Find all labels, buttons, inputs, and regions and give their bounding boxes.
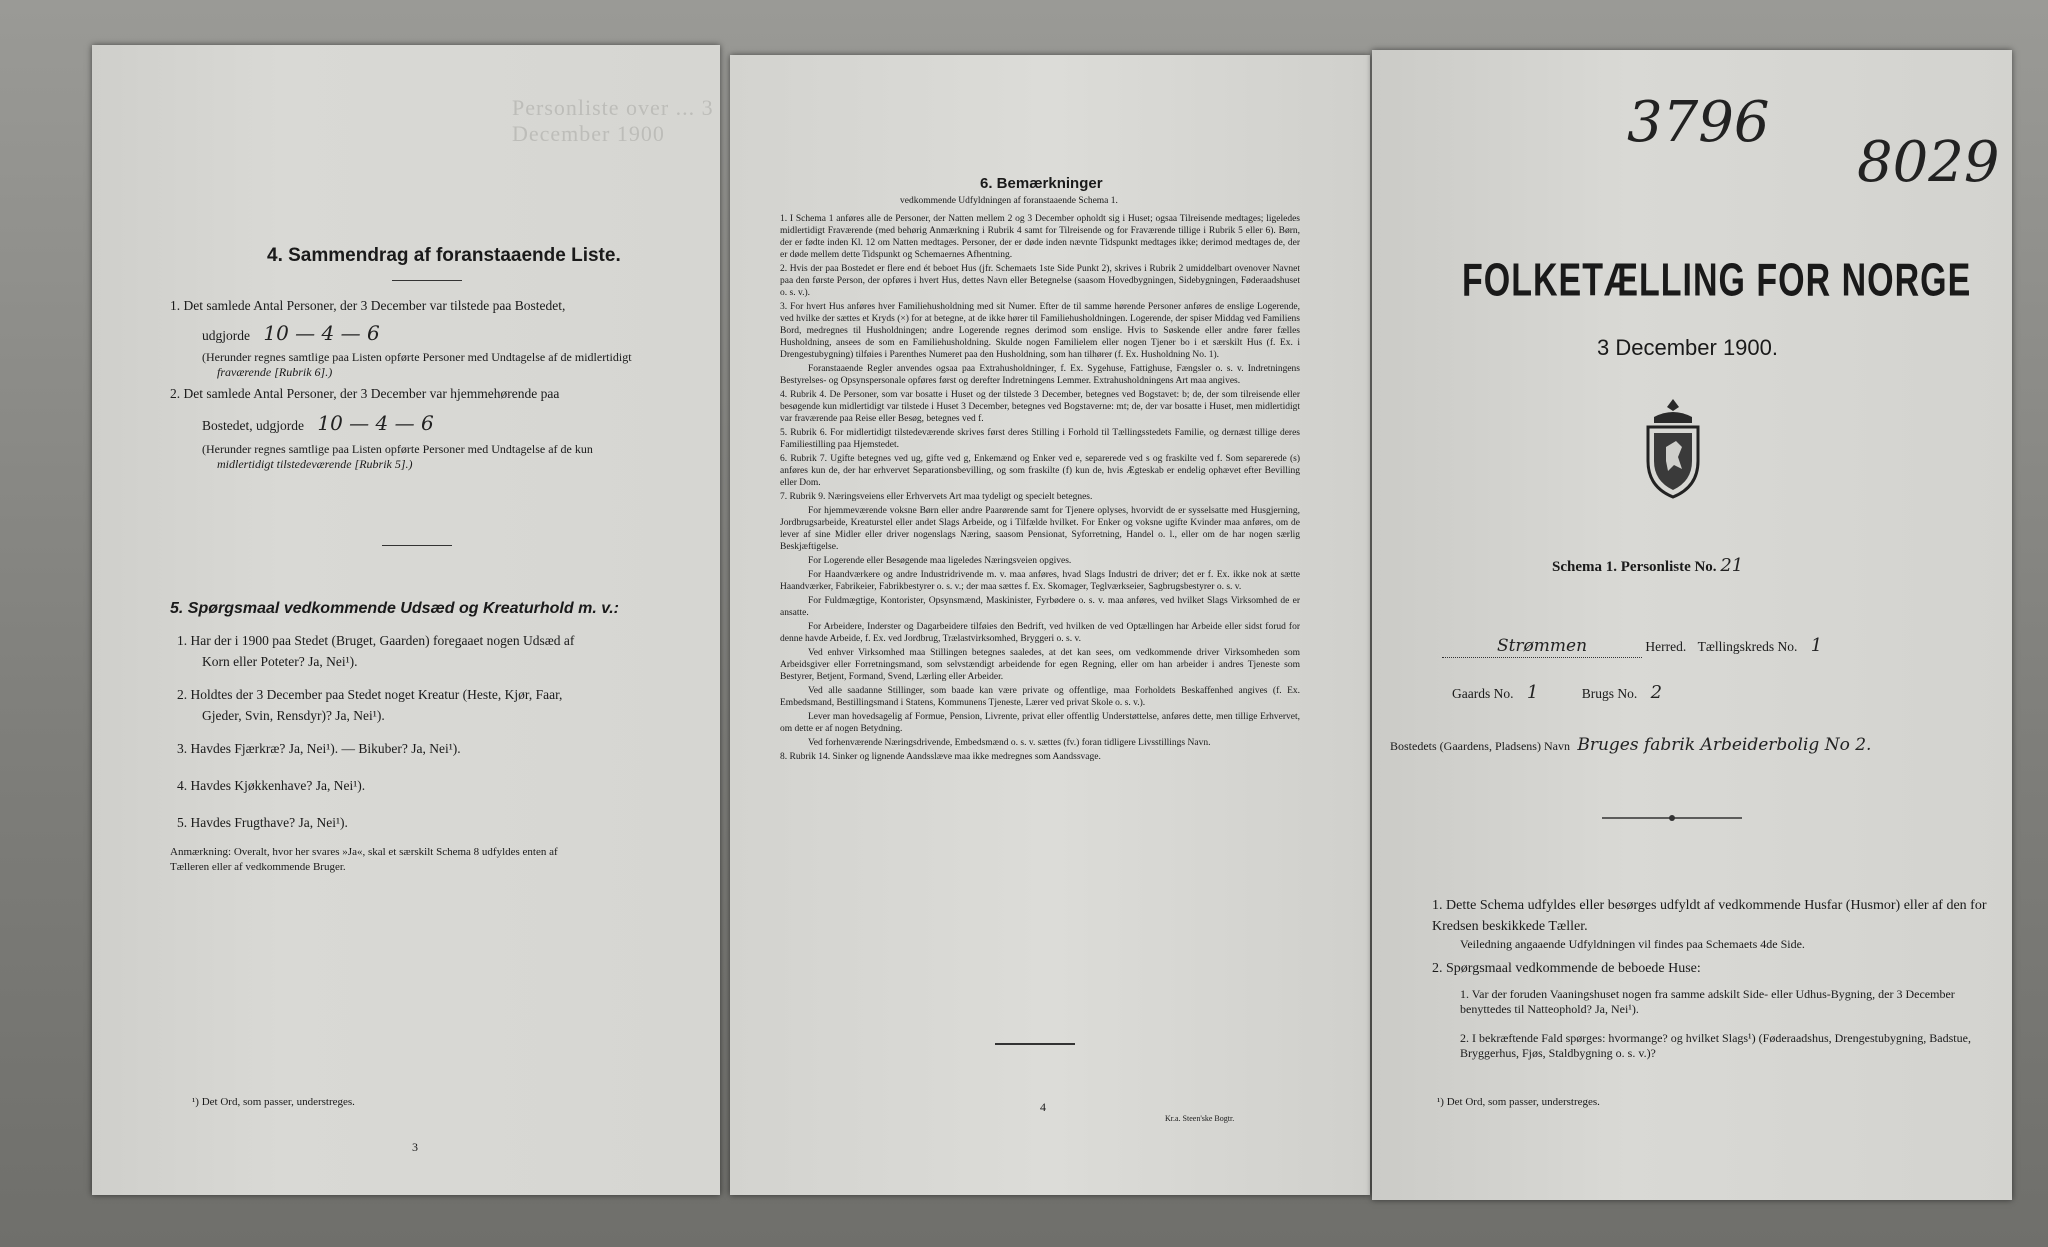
q2-answer-line (202, 413, 702, 436)
q1-line: 1. Det samlede Antal Personer, der 3 December var tilstede paa Bostedet, (170, 298, 566, 313)
page-number: 4 (1040, 1100, 1046, 1114)
remark-paragraph: 7. Rubrik 9. Næringsveiens eller Erhvervets Art maa tydeligt og specielt betegnes. (780, 492, 1093, 502)
remark-paragraph: Ved alle saadanne Stillinger, som baade kan være private og offentlige, maa Forholdets Beskaffenhed angives (f. Ex. Embedsmand, Bestillingsmand i Statens, Kommunens Tjeneste, Lærer ved privat Skole o. s. v.). (780, 686, 1300, 708)
remark-paragraph: Ved forhenværende Næringsdrivende, Embedsmænd o. s. v. sættes (fv.) foran tidligere Livsstillings Navn. (808, 738, 1211, 748)
remarks-body (780, 213, 1300, 763)
remark-paragraph: 2. Hvis der paa Bostedet er flere end ét beboet Hus (jfr. Schemaets 1ste Side Punkt 2), skrives i Rubrik 2 umiddelbart ovenover Navnet paa den første Person, der opføres i hvert Hus, dettes Navn eller Betegnelse (saasom Hovedbygningen, Sidebygningen, Føderaadshuset o. s. v.). (780, 264, 1300, 298)
instruction-2: 2. Spørgsmaal vedkommende de beboede Huse: (1432, 961, 1701, 976)
s5-item: 4. Havdes Kjøkkenhave? Ja, Nei¹). (177, 778, 366, 793)
ghost-header: Personliste over ... 3 December 1900 (512, 95, 714, 146)
remark-paragraph: For Arbeidere, Inderster og Dagarbeidere tilføies den Bedrift, ved hvilken de ved Optællingen har Arbeide eller sidst forud for denne havde Arbeide, f. Ex. ved Jordbrug, Trælastvirksomhed, Bryggeri o. s. v. (780, 622, 1300, 644)
instruction-2-sub1: 1. Var der foruden Vaaningshuset nogen fra samme adskilt Side- eller Udhus-Bygning, der 3 December benyttedes til Natteophold? Ja, Nei¹). (1460, 987, 1955, 1016)
s5-item: 2. Holdtes der 3 December paa Stedet noget Kreatur (Heste, Kjør, Faar, Gjeder, Svin, Rensdyr)? Ja, Nei¹). (177, 687, 563, 723)
printer-imprint: Kr.a. Steen'ske Bogtr. (1165, 1114, 1235, 1123)
brugs-label: Brugs No. (1581, 686, 1638, 701)
q1-note2: fraværende [Rubrik 6].) (217, 365, 333, 379)
handwritten-archive-number: 3796 (1627, 90, 1770, 155)
middle-page (730, 55, 1370, 1195)
anmerkning-line1: Anmærkning: Overalt, hvor her svares »Ja«, skal et særskilt Schema 8 udfyldes enten af (170, 846, 558, 858)
divider (392, 280, 462, 281)
gaards-number: 1 (1526, 682, 1539, 703)
schema-line (1552, 555, 1743, 578)
instruction-2-sub2: 2. I bekræftende Fald spørges: hvormange? og hvilket Slags¹) (Føderaadshus, Drengestubygning, Badstue, Bryggerhus, Fjøs, Staldbygning o. s. v.)? (1460, 1031, 1971, 1060)
handwritten-archive-number: 8029 (1857, 130, 2000, 195)
remark-paragraph: Lever man hovedsagelig af Formue, Pension, Livrente, privat eller offentlig Understøttelse, anføres dette, men tillige Erhvervet, om dette er af nogen Betydning. (780, 712, 1300, 734)
footnote: ¹) Det Ord, som passer, understreges. (1437, 1096, 1600, 1108)
instructions (1432, 895, 1992, 1061)
page-number: 3 (412, 1140, 418, 1154)
herred-line (1442, 635, 2002, 658)
bosted-label: Bostedets (Gaardens, Pladsens) Navn (1390, 739, 1570, 753)
section5-list (177, 630, 707, 833)
krets-number: 1 (1810, 635, 1823, 656)
section4-title: 4. Sammendrag af foranstaaende Liste. (267, 245, 621, 266)
ornament-divider (1602, 812, 1742, 824)
q2-note1: (Herunder regnes samtlige paa Listen opførte Personer med Undtagelse af de kun (202, 442, 593, 456)
q2-line: 2. Det samlede Antal Personer, der 3 December var hjemmehørende paa (170, 386, 560, 401)
remark-paragraph: Ved enhver Virksomhed maa Stillingen betegnes saaledes, at det kan sees, om vedkommende driver Virksomheden som Arbeidsgiver eller Forretningsmand, som selvstændigt arbeidende for egen Regning, eller om han arbeider i andres Tjeneste som Bestyrer, Betjent, Formand, Svend, Lærling eller Arbeider. (780, 648, 1300, 682)
s5-item: 1. Har der i 1900 paa Stedet (Bruget, Gaarden) foregaaet nogen Udsæd af Korn eller Poteter? Ja, Nei¹). (177, 633, 575, 669)
brugs-number: 2 (1650, 682, 1663, 703)
q1-answer-line (202, 323, 702, 346)
schema-label: Schema 1. Personliste No. (1552, 559, 1717, 575)
section5-title: 5. Spørgsmaal vedkommende Udsæd og Kreaturhold m. v.: (170, 600, 619, 617)
main-title: FOLKETÆLLING FOR NORGE (1462, 255, 1972, 307)
q1-prefix: udgjorde (202, 328, 250, 343)
divider (382, 545, 452, 546)
right-page (1372, 50, 2012, 1200)
remark-paragraph: 5. Rubrik 6. For midlertidigt tilstedeværende skrives først deres Stilling i Forhold til Tællingsstedets Familie, og dernæst tillige deres Familiestilling paa Hjemstedet. (780, 428, 1300, 450)
remark-paragraph: 1. I Schema 1 anføres alle de Personer, der Natten mellem 2 og 3 December opholdt sig i Huset; ogsaa Tilreisende medtages; ligeledes midlertidigt Fraværende (med behørig Anmærkning i Rubrik 4 samt for Tilreisende og for Fraværende tillige i Rubrik 5 eller 6). Børn, der er fødte inden Kl. 12 om Natten medtages. Personer, der er døde inden nævnte Tidspunkt medtages ikke; derimod medtages de, der er døde mellem dette Tidspunkt og Schemaernes Afhentning. (780, 214, 1300, 260)
remark-paragraph: 4. Rubrik 4. De Personer, som var bosatte i Huset og der tilstede 3 December, betegnes ved Bogstavet: b; de, der som tilreisende eller besøgende kun midlertidigt var tilstede i Huset 3 December, betegnes ved Bogstaverne: mt; de, der var bosatte i Huset, men midlertidigt var fraværende paa Reise eller Besøg, betegnes ved f. (780, 390, 1300, 424)
q1-note1: (Herunder regnes samtlige paa Listen opførte Personer med Undtagelse af de midlertidigt (202, 350, 632, 364)
left-page (92, 45, 720, 1195)
remark-paragraph: 3. For hvert Hus anføres hver Familiehusholdning med sit Numer. Efter de til samme hørende Personer anføres de enslige Logerende, ved hvilke der sættes et Kryds (×) for at betegne, at de ikke hører til Familiehusholdningen. Logerende, der spiser Middag ved Familiens Bord, medregnes til Husholdningen; andre Logerende regnes derimod som enslige. Hvis to Søskende eller andre fører fælles Husholdning, ansees de som en Familiehusholdning. Skulde nogen Familielem eller nogen Tjener bo i et særskilt Hus (f. Ex. i Drengestubygning) tilføies i Parenthes Numeret paa den Husholdning, som han tilhører (f. Ex. Husholdning No. 1). (780, 302, 1300, 360)
remark-paragraph: For Haandværkere og andre Industridrivende m. v. maa anføres, hvad Slags Industri de driver; det er f. Ex. ikke nok at sætte Haandværker, Fabrikeier, Fabrikbestyrer o. s. v.; der maa sættes f. Ex. Skomager, Teglværkseier, Sagbrugsbestyrer o. s. v. (780, 570, 1300, 592)
remark-paragraph: Foranstaaende Regler anvendes ogsaa paa Extrahusholdninger, f. Ex. Sygehuse, Fattighuse, Fængsler o. s. v. Indretningens Bestyrelses- og Opsynspersonale opføres først og derefter Indretningens Lemmer. Extrahusholdningens Art maa angives. (780, 364, 1300, 386)
remark-paragraph: For Logerende eller Besøgende maa ligeledes Næringsveien opgives. (808, 556, 1072, 566)
instruction-1-note: Veiledning angaaende Udfyldningen vil findes paa Schemaets 4de Side. (1460, 937, 1805, 951)
divider (995, 1043, 1075, 1045)
q2-prefix: Bostedet, udgjorde (202, 418, 304, 433)
herred-label: Herred. (1645, 639, 1687, 654)
q1-handwritten-answer: 10 — 4 — 6 (263, 321, 380, 345)
census-date: 3 December 1900. (1597, 335, 1778, 360)
remark-paragraph: 6. Rubrik 7. Ugifte betegnes ved ug, gifte ved g, Enkemænd og Enker ved e, separerede ved s og fraskilte ved f. Som separerede (s) anføres kun de, der har erhvervet Separationsbevilling, og som fraskilte (f) kun de, hvis Ægteskab er endelig ophævet efter Bevilling eller Dom. (780, 454, 1300, 488)
bosted-line (1390, 735, 2000, 757)
anmerkning-line2: Tælleren eller af vedkommende Bruger. (170, 861, 346, 873)
gaards-line (1452, 682, 1662, 704)
s5-item: 5. Havdes Frugthave? Ja, Nei¹). (177, 815, 348, 830)
remark-paragraph: For hjemmeværende voksne Børn eller andre Paarørende samt for Tjenere oplyses, hvorvidt de er sysselsatte med Husgjerning, Jordbrugsarbeide, Kreaturstel eller andet Slags Arbeide, og i Tilfælde hvilket. For Enker og voksne ugifte Kvinder maa anføres, om de lever af sine Midler eller driver nogenslags Næring, saasom Pensionat, Syforretning, Handel o. l., eller om de har nogen særlig Beskjæftigelse. (780, 506, 1300, 552)
remark-paragraph: 8. Rubrik 14. Sinker og lignende Aandsslæve maa ikke medregnes som Aandssvage. (780, 752, 1101, 762)
section6-subtitle: vedkommende Udfyldningen af foranstaaende Schema 1. (900, 196, 1118, 206)
q2-note2: midlertidigt tilstedeværende [Rubrik 5].) (217, 457, 413, 471)
bosted-name: Bruges fabrik Arbeiderbolig No 2. (1577, 735, 1872, 755)
krets-label: Tællingskreds No. (1697, 639, 1798, 654)
s5-item: 3. Havdes Fjærkræ? Ja, Nei¹). — Bikuber? Ja, Nei¹). (177, 741, 461, 756)
q2-handwritten-answer: 10 — 4 — 6 (317, 411, 434, 435)
herred-name: Strømmen (1442, 636, 1642, 658)
gaards-label: Gaards No. (1452, 686, 1514, 701)
schema-number: 21 (1720, 555, 1744, 576)
coat-of-arms-icon (1634, 395, 1712, 505)
instruction-1: 1. Dette Schema udfyldes eller besørges udfyldt af vedkommende Husfar (Husmor) eller af den for Kredsen beskikkede Tæller. (1432, 898, 1987, 934)
remark-paragraph: For Fuldmægtige, Kontorister, Opsynsmænd, Maskinister, Fyrbødere o. s. v. maa anføres, ved hvilket Slags Virksomhed de er ansatte. (780, 596, 1300, 618)
footnote: ¹) Det Ord, som passer, understreges. (192, 1096, 355, 1108)
section6-title: 6. Bemærkninger (980, 175, 1103, 192)
